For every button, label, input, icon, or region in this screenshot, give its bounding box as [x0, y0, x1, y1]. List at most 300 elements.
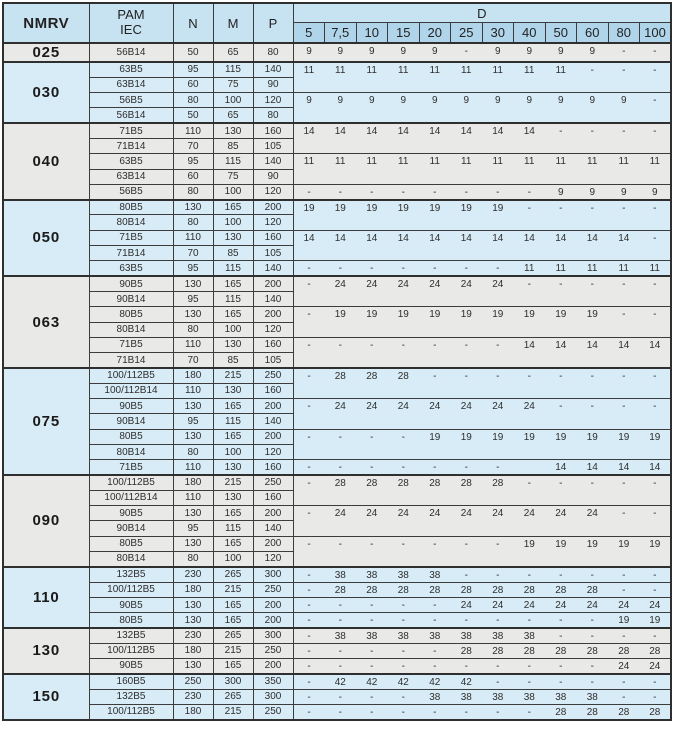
d-value-cell: -: [293, 597, 325, 612]
d-value-cell: 28: [451, 475, 483, 506]
pam-cell: 71B14: [89, 353, 173, 368]
d-value-cell: [514, 460, 546, 475]
d-value-cell: 28: [356, 475, 388, 506]
d-value-cell: -: [356, 689, 388, 704]
d-value-cell: -: [356, 613, 388, 628]
nmrv-group-label: 050: [3, 200, 89, 276]
p-cell: 140: [253, 291, 293, 306]
d-value-cell: 19: [640, 536, 672, 567]
d-value-cell: -: [419, 643, 451, 658]
d-value-cell: 28: [514, 643, 546, 658]
d-value-cell: -: [577, 200, 609, 231]
d-value-cell: -: [356, 704, 388, 719]
table-row: [3, 154, 671, 169]
d-value-cell: 24: [388, 276, 420, 307]
d-value-cell: -: [608, 200, 640, 231]
table-row: [3, 337, 671, 352]
d-value-cell: 14: [482, 123, 514, 154]
table-row: [3, 460, 671, 475]
d-value-cell: 9: [356, 93, 388, 124]
m-cell: 130: [213, 490, 253, 505]
d-value-cell: 14: [608, 460, 640, 475]
d-value-cell: -: [325, 337, 357, 368]
d-value-cell: -: [640, 276, 672, 307]
d-value-cell: -: [356, 337, 388, 368]
table-row: [3, 429, 671, 444]
pam-cell: 71B5: [89, 337, 173, 352]
d-value-cell: -: [577, 276, 609, 307]
table-row: [3, 704, 671, 719]
n-cell: 230: [173, 689, 213, 704]
n-cell: 130: [173, 613, 213, 628]
d-value-cell: 38: [451, 628, 483, 643]
d-value-cell: 14: [325, 123, 357, 154]
table-row: [3, 536, 671, 551]
d-value-cell: 24: [608, 597, 640, 612]
nmrv-group-label: 090: [3, 475, 89, 567]
d-value-cell: -: [293, 628, 325, 643]
d-value-cell: -: [514, 567, 546, 582]
d-value-cell: 9: [577, 184, 609, 199]
p-cell: 120: [253, 184, 293, 199]
n-cell: 60: [173, 169, 213, 184]
d-value-cell: -: [608, 689, 640, 704]
d-value-cell: 11: [325, 154, 357, 185]
d-value-cell: -: [640, 674, 672, 689]
pam-cell: 80B5: [89, 200, 173, 215]
p-cell: 80: [253, 43, 293, 62]
d-value-cell: 38: [388, 567, 420, 582]
col-header-pam-iec: [89, 3, 173, 43]
d-value-cell: 24: [451, 597, 483, 612]
pam-cell: 80B5: [89, 613, 173, 628]
p-cell: 250: [253, 475, 293, 490]
d-value-cell: -: [545, 276, 577, 307]
d-value-cell: 28: [577, 582, 609, 597]
d-value-cell: -: [293, 261, 325, 276]
d-value-cell: 9: [514, 93, 546, 124]
d-value-cell: 11: [388, 62, 420, 93]
p-cell: 250: [253, 643, 293, 658]
pam-flange-dimension-table: [2, 2, 672, 721]
table-body: [3, 43, 671, 720]
table-row: [3, 368, 671, 383]
pam-cell: 90B5: [89, 506, 173, 521]
p-cell: 120: [253, 444, 293, 459]
d-value-cell: 28: [545, 643, 577, 658]
m-cell: 65: [213, 108, 253, 123]
p-cell: 90: [253, 77, 293, 92]
d-value-cell: -: [293, 399, 325, 430]
d-value-cell: 24: [356, 506, 388, 537]
d-value-cell: -: [608, 307, 640, 338]
d-value-cell: 24: [451, 276, 483, 307]
d-value-cell: 42: [325, 674, 357, 689]
table-row: [3, 643, 671, 658]
d-value-cell: -: [482, 460, 514, 475]
d-value-cell: -: [293, 184, 325, 199]
n-cell: 80: [173, 93, 213, 108]
d-value-cell: 19: [608, 613, 640, 628]
d-value-cell: 14: [451, 123, 483, 154]
d-value-cell: 28: [451, 582, 483, 597]
d-value-cell: -: [451, 261, 483, 276]
table-row: [3, 93, 671, 108]
m-cell: 165: [213, 307, 253, 322]
d-value-cell: 38: [419, 689, 451, 704]
d-value-cell: -: [325, 659, 357, 674]
d-value-cell: -: [640, 43, 672, 62]
col-header-nmrv: NMRV: [3, 3, 89, 43]
d-value-cell: -: [419, 261, 451, 276]
d-value-cell: -: [451, 184, 483, 199]
d-value-cell: -: [545, 123, 577, 154]
table-row: [3, 674, 671, 689]
n-cell: 80: [173, 184, 213, 199]
d-value-cell: 14: [577, 337, 609, 368]
d-value-cell: 28: [388, 368, 420, 399]
d-value-cell: 14: [640, 460, 672, 475]
d-value-cell: 14: [325, 230, 357, 261]
d-value-cell: -: [577, 613, 609, 628]
m-cell: 85: [213, 138, 253, 153]
m-cell: 100: [213, 552, 253, 567]
col-header-m: M: [213, 3, 253, 43]
m-cell: 165: [213, 429, 253, 444]
d-value-cell: -: [451, 613, 483, 628]
n-cell: 60: [173, 77, 213, 92]
d-value-cell: 28: [482, 643, 514, 658]
d-value-cell: -: [482, 704, 514, 719]
d-value-cell: 28: [608, 704, 640, 719]
d-value-cell: 14: [577, 460, 609, 475]
d-value-cell: 11: [356, 62, 388, 93]
d-value-cell: 14: [514, 337, 546, 368]
d-value-cell: -: [419, 368, 451, 399]
d-value-cell: 14: [514, 230, 546, 261]
pam-cell: 71B5: [89, 123, 173, 138]
d-value-cell: 11: [419, 62, 451, 93]
d-value-cell: -: [293, 337, 325, 368]
m-cell: 85: [213, 353, 253, 368]
n-cell: 180: [173, 704, 213, 719]
d-value-cell: 9: [482, 43, 514, 62]
d-value-cell: 19: [545, 429, 577, 460]
d-value-cell: 24: [514, 506, 546, 537]
pam-cell: 80B14: [89, 444, 173, 459]
d-value-cell: -: [325, 261, 357, 276]
d-value-cell: 19: [482, 200, 514, 231]
d-value-cell: -: [388, 337, 420, 368]
n-cell: 50: [173, 108, 213, 123]
n-cell: 80: [173, 444, 213, 459]
m-cell: 215: [213, 582, 253, 597]
table-header: [3, 3, 671, 43]
d-value-cell: -: [482, 337, 514, 368]
d-value-cell: -: [608, 567, 640, 582]
d-value-cell: 24: [640, 659, 672, 674]
n-cell: 80: [173, 322, 213, 337]
pam-cell: 56B14: [89, 108, 173, 123]
n-cell: 70: [173, 353, 213, 368]
d-value-cell: -: [293, 613, 325, 628]
d-value-cell: 19: [451, 307, 483, 338]
pam-cell: 80B5: [89, 429, 173, 444]
d-value-cell: -: [356, 659, 388, 674]
d-value-cell: 11: [608, 261, 640, 276]
d-value-cell: -: [388, 643, 420, 658]
d-value-cell: -: [325, 184, 357, 199]
d-value-cell: 19: [514, 429, 546, 460]
nmrv-group-label: 063: [3, 276, 89, 368]
d-value-cell: 24: [482, 399, 514, 430]
n-cell: 110: [173, 123, 213, 138]
d-value-cell: -: [545, 674, 577, 689]
d-value-cell: -: [545, 399, 577, 430]
m-cell: 130: [213, 460, 253, 475]
pam-cell: 90B14: [89, 521, 173, 536]
d-value-cell: 24: [388, 399, 420, 430]
d-value-cell: 24: [577, 506, 609, 537]
col-header-d: D: [293, 3, 671, 23]
d-value-cell: 11: [514, 154, 546, 185]
table-row: [3, 307, 671, 322]
d-value-cell: 38: [388, 628, 420, 643]
d-value-cell: 19: [514, 307, 546, 338]
d-value-cell: -: [640, 689, 672, 704]
m-cell: 265: [213, 628, 253, 643]
n-cell: 130: [173, 597, 213, 612]
d-value-cell: -: [577, 62, 609, 93]
d-value-cell: -: [293, 659, 325, 674]
d-value-cell: 28: [325, 368, 357, 399]
d-value-cell: 38: [325, 628, 357, 643]
d-value-cell: -: [451, 337, 483, 368]
d-value-cell: 9: [545, 184, 577, 199]
d-value-cell: -: [577, 567, 609, 582]
d-value-cell: 9: [419, 93, 451, 124]
m-cell: 115: [213, 62, 253, 77]
pam-cell: 90B5: [89, 399, 173, 414]
d-value-cell: -: [545, 628, 577, 643]
m-cell: 165: [213, 597, 253, 612]
n-cell: 110: [173, 460, 213, 475]
d-size-header: 7,5: [325, 23, 357, 44]
pam-cell: 63B5: [89, 261, 173, 276]
d-value-cell: 11: [482, 154, 514, 185]
p-cell: 200: [253, 399, 293, 414]
d-value-cell: 38: [577, 689, 609, 704]
d-value-cell: -: [640, 506, 672, 537]
d-value-cell: 28: [608, 643, 640, 658]
d-value-cell: 14: [608, 230, 640, 261]
n-cell: 110: [173, 383, 213, 398]
p-cell: 140: [253, 414, 293, 429]
pam-cell: 90B14: [89, 291, 173, 306]
d-value-cell: 28: [482, 475, 514, 506]
n-cell: 95: [173, 291, 213, 306]
d-value-cell: 24: [419, 506, 451, 537]
m-cell: 165: [213, 613, 253, 628]
d-value-cell: 9: [388, 43, 420, 62]
m-cell: 100: [213, 322, 253, 337]
d-value-cell: 11: [451, 62, 483, 93]
d-value-cell: -: [514, 368, 546, 399]
pam-cell: 71B14: [89, 246, 173, 261]
d-value-cell: -: [514, 613, 546, 628]
d-value-cell: 28: [419, 582, 451, 597]
d-size-header: 15: [388, 23, 420, 44]
p-cell: 250: [253, 582, 293, 597]
d-value-cell: 19: [451, 429, 483, 460]
d-value-cell: 28: [451, 643, 483, 658]
n-cell: 130: [173, 276, 213, 291]
m-cell: 165: [213, 506, 253, 521]
d-value-cell: 19: [451, 200, 483, 231]
d-value-cell: 28: [419, 475, 451, 506]
d-value-cell: 14: [514, 123, 546, 154]
d-value-cell: 24: [482, 597, 514, 612]
d-value-cell: 9: [577, 93, 609, 124]
m-cell: 130: [213, 123, 253, 138]
p-cell: 300: [253, 628, 293, 643]
d-value-cell: -: [451, 704, 483, 719]
n-cell: 95: [173, 62, 213, 77]
nmrv-group-label: 025: [3, 43, 89, 62]
d-value-cell: 19: [325, 307, 357, 338]
d-value-cell: 19: [293, 200, 325, 231]
d-value-cell: 28: [325, 582, 357, 597]
d-value-cell: 19: [577, 307, 609, 338]
d-value-cell: 11: [545, 62, 577, 93]
n-cell: 80: [173, 215, 213, 230]
d-value-cell: -: [608, 43, 640, 62]
d-value-cell: 24: [482, 276, 514, 307]
d-value-cell: -: [419, 704, 451, 719]
d-value-cell: 38: [482, 689, 514, 704]
table-row: [3, 475, 671, 490]
pam-cell: 132B5: [89, 628, 173, 643]
n-cell: 250: [173, 674, 213, 689]
table-row: [3, 230, 671, 245]
d-value-cell: 28: [577, 704, 609, 719]
p-cell: 105: [253, 353, 293, 368]
d-value-cell: 9: [356, 43, 388, 62]
d-value-cell: 24: [356, 276, 388, 307]
d-value-cell: 19: [325, 200, 357, 231]
d-value-cell: -: [388, 689, 420, 704]
pam-cell: 71B5: [89, 460, 173, 475]
pam-cell: 63B14: [89, 77, 173, 92]
m-cell: 265: [213, 567, 253, 582]
d-value-cell: 11: [514, 261, 546, 276]
table-row: [3, 659, 671, 674]
d-value-cell: 19: [608, 429, 640, 460]
m-cell: 130: [213, 383, 253, 398]
pam-cell: 100/112B5: [89, 475, 173, 490]
pam-cell: 100/112B14: [89, 383, 173, 398]
m-cell: 115: [213, 414, 253, 429]
p-cell: 140: [253, 521, 293, 536]
d-value-cell: 24: [514, 399, 546, 430]
d-value-cell: 9: [419, 43, 451, 62]
n-cell: 70: [173, 246, 213, 261]
p-cell: 350: [253, 674, 293, 689]
d-value-cell: 9: [451, 93, 483, 124]
d-value-cell: 38: [514, 628, 546, 643]
d-value-cell: -: [640, 475, 672, 506]
d-value-cell: 24: [451, 399, 483, 430]
d-value-cell: 28: [514, 582, 546, 597]
d-value-cell: 28: [482, 582, 514, 597]
d-value-cell: 11: [577, 154, 609, 185]
d-value-cell: -: [388, 536, 420, 567]
d-value-cell: 24: [388, 506, 420, 537]
p-cell: 90: [253, 169, 293, 184]
d-value-cell: -: [577, 368, 609, 399]
d-value-cell: -: [293, 689, 325, 704]
d-value-cell: -: [608, 123, 640, 154]
d-value-cell: -: [545, 368, 577, 399]
d-value-cell: -: [608, 475, 640, 506]
d-value-cell: 19: [388, 307, 420, 338]
pam-cell: 71B14: [89, 138, 173, 153]
n-cell: 130: [173, 429, 213, 444]
p-cell: 160: [253, 230, 293, 245]
table-row: [3, 597, 671, 612]
d-value-cell: -: [482, 613, 514, 628]
table-row: [3, 613, 671, 628]
d-value-cell: -: [640, 628, 672, 643]
d-value-cell: -: [577, 659, 609, 674]
d-value-cell: 19: [514, 536, 546, 567]
m-cell: 165: [213, 536, 253, 551]
d-value-cell: 38: [419, 628, 451, 643]
m-cell: 115: [213, 261, 253, 276]
d-value-cell: -: [325, 704, 357, 719]
iec-label: IEC: [120, 22, 142, 37]
d-value-cell: -: [451, 368, 483, 399]
m-cell: 100: [213, 93, 253, 108]
table-row: [3, 276, 671, 291]
p-cell: 200: [253, 659, 293, 674]
d-value-cell: -: [293, 475, 325, 506]
d-value-cell: -: [325, 597, 357, 612]
d-value-cell: -: [293, 567, 325, 582]
n-cell: 180: [173, 582, 213, 597]
d-value-cell: 38: [545, 689, 577, 704]
d-value-cell: -: [388, 460, 420, 475]
d-value-cell: 38: [451, 689, 483, 704]
d-value-cell: -: [388, 429, 420, 460]
d-value-cell: 14: [419, 230, 451, 261]
m-cell: 65: [213, 43, 253, 62]
d-value-cell: 14: [545, 337, 577, 368]
d-value-cell: 14: [545, 460, 577, 475]
d-value-cell: -: [293, 368, 325, 399]
table-row: [3, 200, 671, 215]
d-value-cell: 9: [545, 43, 577, 62]
d-value-cell: 28: [640, 704, 672, 719]
d-size-header: 80: [608, 23, 640, 44]
d-value-cell: 19: [640, 429, 672, 460]
d-size-header: 20: [419, 23, 451, 44]
d-value-cell: 14: [608, 337, 640, 368]
m-cell: 115: [213, 154, 253, 169]
d-value-cell: -: [514, 659, 546, 674]
d-value-cell: -: [451, 659, 483, 674]
p-cell: 200: [253, 307, 293, 322]
